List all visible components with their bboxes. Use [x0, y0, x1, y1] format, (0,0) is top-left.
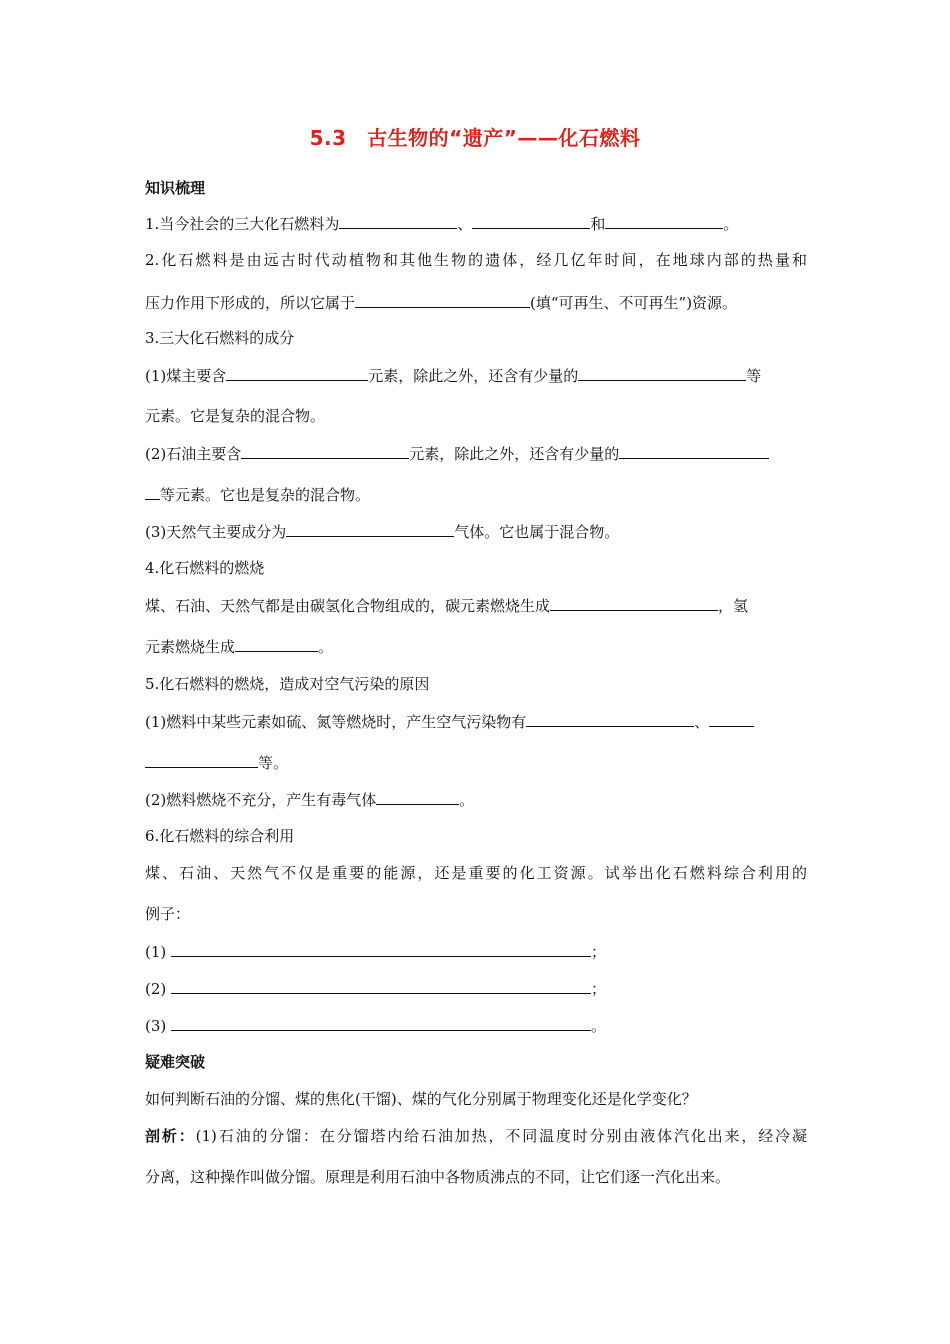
answer-blank[interactable]	[145, 752, 258, 768]
question-2-line-1: 2.化石燃料是由远古时代动植物和其他生物的遗体，经几亿年时间，在地球内部的热量和	[145, 251, 807, 269]
example-item-1	[145, 941, 807, 962]
question-4-text: 煤、石油、天然气都是由碳氢化合物组成的，碳元素燃烧生成	[145, 597, 551, 615]
page-title: 5.3 古生物的“遗产”——化石燃料	[309, 126, 641, 150]
difficulty-question: 如何判断石油的分馏、煤的焦化(干馏)、煤的气化分别属于物理变化还是化学变化？	[145, 1090, 697, 1108]
coal-text: 等	[746, 367, 762, 385]
question-3-gas	[145, 521, 807, 542]
answer-blank[interactable]	[526, 711, 694, 727]
question-6-line-2: 例子：	[145, 905, 191, 923]
question-5-item-1-line-2	[145, 752, 807, 773]
answer-blank[interactable]	[619, 443, 769, 459]
question-1-text: 1.当今社会的三大化石燃料为	[145, 215, 340, 233]
analysis-text: (1)石油的分馏：在分馏塔内给石油加热，不同温度时分别由液体汽化出来，经冷凝	[195, 1127, 807, 1145]
answer-blank[interactable]	[472, 213, 590, 229]
question-5-text: (2)燃料燃烧不充分，产生有毒气体	[145, 791, 377, 809]
answer-blank[interactable]	[145, 484, 160, 500]
answer-blank[interactable]	[171, 978, 591, 994]
separator: 和	[590, 215, 606, 233]
question-1	[145, 213, 807, 234]
question-3-oil-line-2	[145, 484, 807, 505]
oil-text: 元素，除此之外，还含有少量的	[409, 445, 620, 463]
answer-blank[interactable]	[171, 1015, 591, 1031]
analysis-line-1	[145, 1126, 807, 1146]
question-4-text: 元素燃烧生成	[145, 638, 236, 656]
question-3-oil	[145, 443, 807, 464]
example-item-3	[145, 1015, 807, 1036]
section-heading-difficulty: 疑难突破	[145, 1053, 206, 1071]
question-4-heading: 4.化石燃料的燃烧	[145, 559, 265, 577]
question-5-item-1	[145, 711, 807, 732]
oil-text: (2)石油主要含	[145, 445, 242, 463]
punctuation: 。	[459, 791, 475, 809]
question-6-line-1: 煤、石油、天然气不仅是重要的能源，还是重要的化工资源。试举出化石燃料综合利用的	[145, 864, 807, 882]
question-5-heading: 5.化石燃料的燃烧，造成对空气污染的原因	[145, 675, 430, 693]
question-6-heading: 6.化石燃料的综合利用	[145, 827, 295, 845]
question-5-item-2	[145, 789, 807, 810]
answer-blank[interactable]	[709, 711, 754, 727]
answer-blank[interactable]	[376, 789, 459, 805]
coal-text: (1)煤主要含	[145, 367, 227, 385]
coal-text: 元素，除此之外，还含有少量的	[368, 367, 579, 385]
analysis-label: 剖析：	[145, 1127, 196, 1145]
answer-blank[interactable]	[171, 941, 591, 957]
punctuation: 。	[318, 638, 334, 656]
question-4-line-2	[145, 636, 807, 657]
answer-blank[interactable]	[286, 521, 454, 537]
punctuation: ；	[591, 943, 607, 961]
oil-text: 等元素。它也是复杂的混合物。	[160, 486, 371, 504]
question-5-text: (1)燃料中某些元素如硫、氮等燃烧时，产生空气污染物有	[145, 713, 527, 731]
separator: 、	[694, 713, 710, 731]
answer-blank[interactable]	[226, 365, 368, 381]
answer-blank[interactable]	[339, 213, 457, 229]
punctuation: 。	[723, 215, 739, 233]
question-2-text: 压力作用下形成的，所以它属于	[145, 294, 356, 312]
section-heading-knowledge: 知识梳理	[145, 179, 206, 197]
answer-blank[interactable]	[355, 292, 530, 308]
example-label: (1)	[145, 943, 167, 961]
question-3-coal	[145, 365, 807, 386]
example-label: (3)	[145, 1017, 167, 1035]
example-label: (2)	[145, 980, 167, 998]
question-3-heading: 3.三大化石燃料的成分	[145, 329, 295, 347]
gas-text: (3)天然气主要成分为	[145, 523, 287, 541]
question-3-coal-line-2: 元素。它是复杂的混合物。	[145, 407, 326, 425]
analysis-line-2: 分离，这种操作叫做分馏。原理是利用石油中各物质沸点的不同，让它们逐一汽化出来。	[145, 1168, 731, 1186]
answer-blank[interactable]	[550, 595, 718, 611]
question-2-line-2	[145, 292, 807, 313]
question-4-text: ，氢	[718, 597, 749, 615]
gas-text: 气体。它也属于混合物。	[454, 523, 620, 541]
question-5-text: 等。	[258, 754, 289, 772]
punctuation: ；	[591, 980, 607, 998]
answer-blank[interactable]	[235, 636, 318, 652]
separator: 、	[457, 215, 473, 233]
question-2-hint: (填“可再生、不可再生”)资源。	[530, 294, 738, 312]
answer-blank[interactable]	[578, 365, 746, 381]
punctuation: 。	[591, 1017, 607, 1035]
example-item-2	[145, 978, 807, 999]
question-4-line-1	[145, 595, 807, 616]
answer-blank[interactable]	[241, 443, 409, 459]
answer-blank[interactable]	[605, 213, 723, 229]
